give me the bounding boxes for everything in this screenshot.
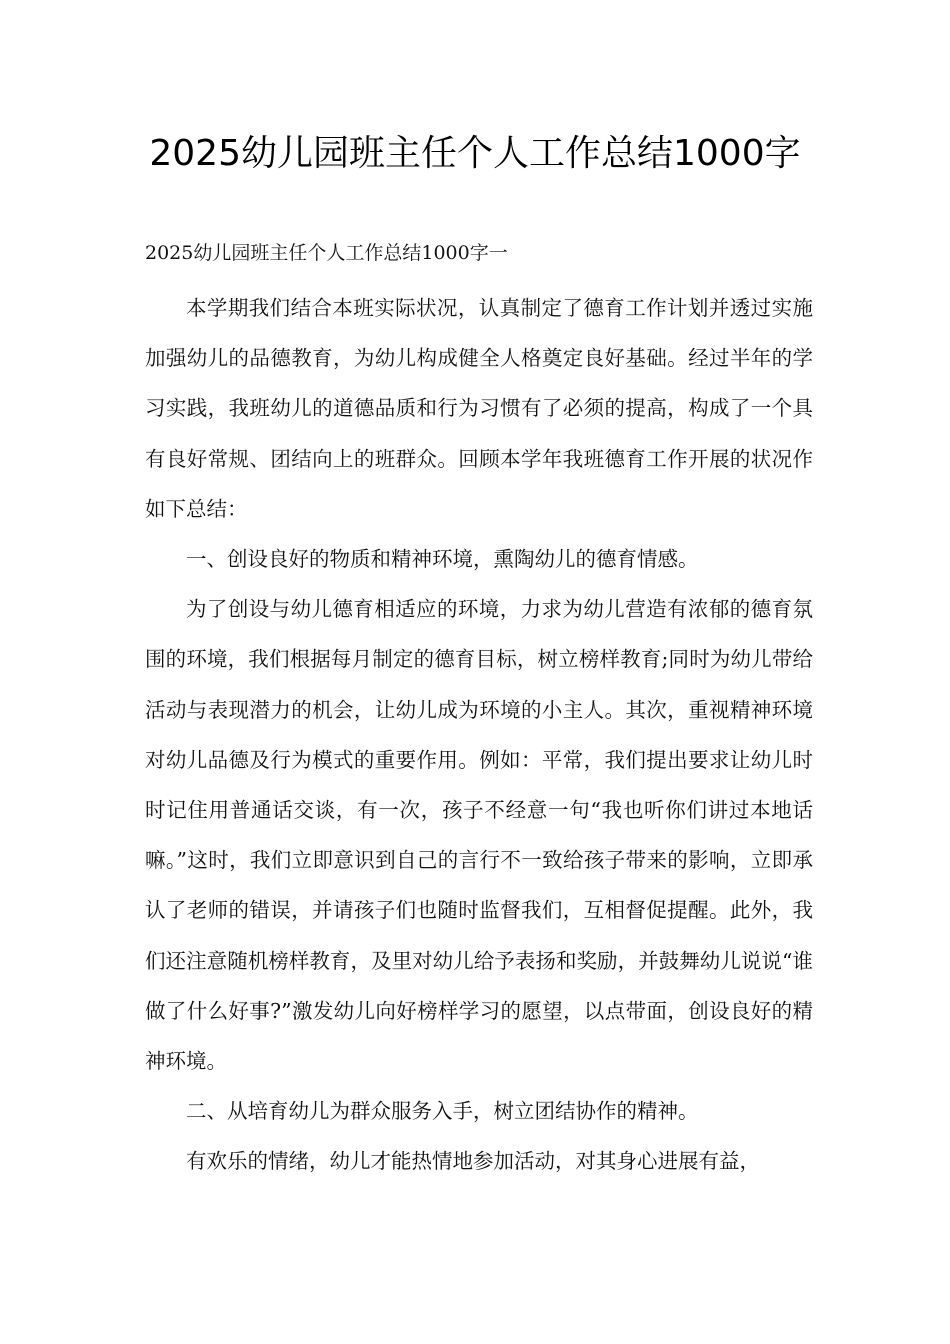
paragraph-intro: 本学期我们结合本班实际状况，认真制定了德育工作计划并透过实施加强幼儿的品德教育，为幼儿构成健全人格奠定良好基础。经过半年的学习实践，我班幼儿的道德品质和行为习惯有了必须的提高，构成了一个具有良好常规、团结向上的班群众。回顾本学年我班德育工作开展的状况作如下总结： (145, 296, 813, 521)
paragraph-section-1: 为了创设与幼儿德育相适应的环境，力求为幼儿营造有浓郁的德育氛围的环境，我们根据每月制定的德育目标，树立榜样教育;同时为幼儿带给活动与表现潜力的机会，让幼儿成为环境的小主人。其次，重视精神环境对幼儿品德及行为模式的重要作用。例如：平常，我们提出要求让幼儿时时记住用普通话交谈，有一次，孩子不经意一句“我也听你们讲过本地话嘛。”这时，我们立即意识到自己的言行不一致给孩子带来的影响，立即承认了老师的错误，并请孩子们也随时监督我们，互相督促提醒。此外，我们还注意随机榜样教育，及里对幼儿给予表扬和奖励，并鼓舞幼儿说说“谁做了什么好事?”激发幼儿向好榜样学习的愿望，以点带面，创设良好的精神环境。 (145, 597, 813, 1074)
section-heading-2: 二、从培育幼儿为群众服务入手，树立团结协作的精神。 (186, 1099, 699, 1124)
paragraph-section-2: 有欢乐的情绪，幼儿才能热情地参加活动，对其身心进展有益， (186, 1149, 760, 1174)
section-heading-1: 一、创设良好的物质和精神环境，熏陶幼儿的德育情感。 (186, 547, 699, 572)
document-body (145, 283, 813, 1187)
document-subtitle: 2025幼儿园班主任个人工作总结1000字一 (145, 242, 508, 264)
document-title: 2025幼儿园班主任个人工作总结1000字 (149, 133, 801, 174)
